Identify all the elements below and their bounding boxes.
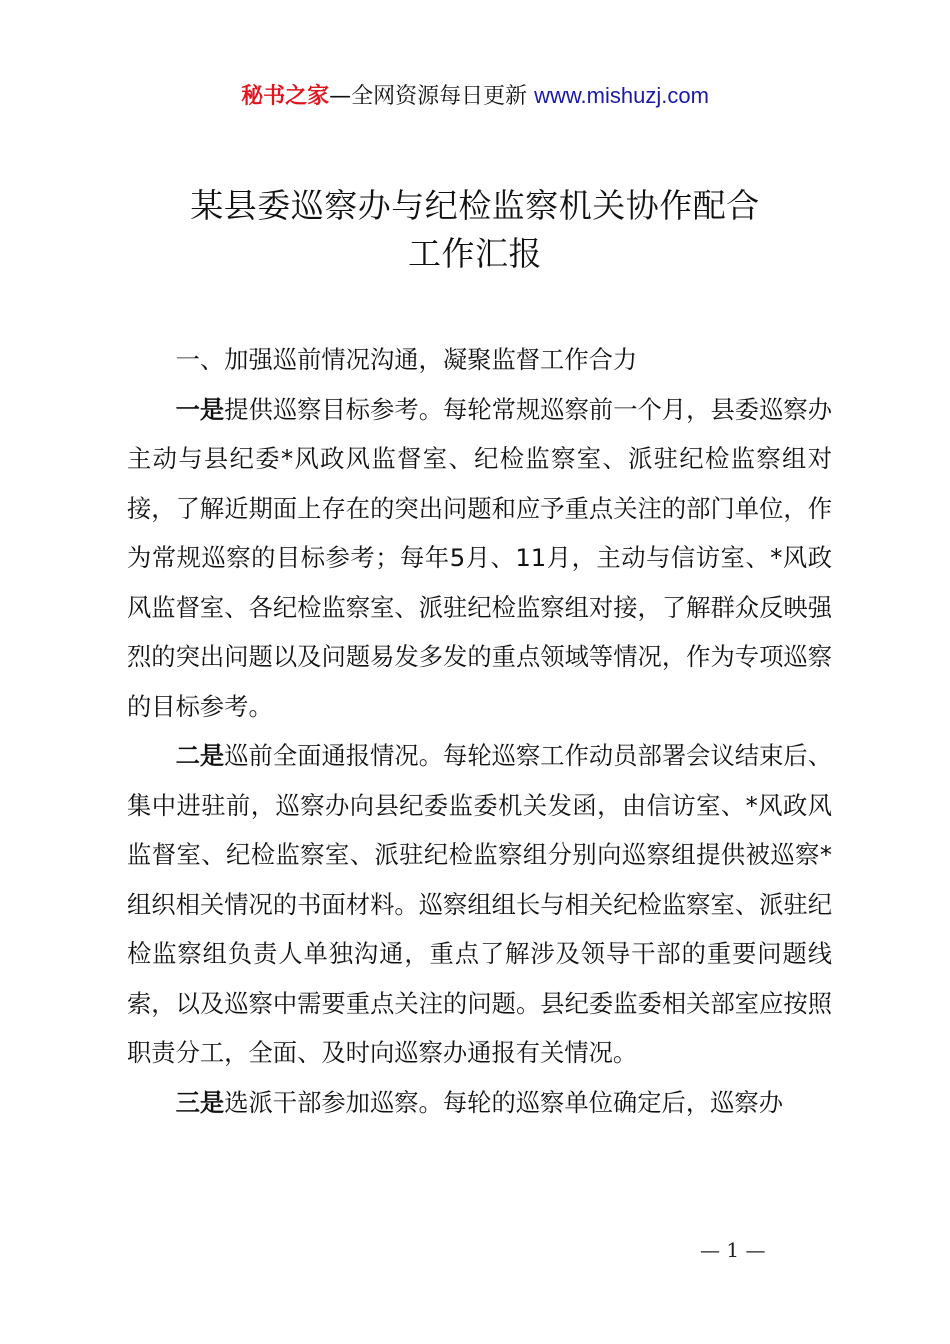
document-title <box>0 182 950 278</box>
paragraph-2-lead: 二是 <box>175 741 225 770</box>
title-line-1: 某县委巡察办与纪检监察机关协作配合 <box>190 186 760 225</box>
paragraph-2-text: 巡前全面通报情况。每轮巡察工作动员部署会议结束后、集中进驻前，巡察办向县纪委监委机关发函，由信访室、*风政风监督室、纪检监察室、派驻纪检监察组分别向巡察组提供被巡察*组织相关情况的书面材料。巡察组组长与相关纪检监察室、派驻纪检监察组负责人单独沟通，重点了解涉及领导干部的重要问题线索，以及巡察中需要重点关注的问题。县纪委监委相关部室应按照职责分工，全面、及时向巡察办通报有关情况。 <box>127 741 832 1067</box>
document-body <box>127 335 832 1127</box>
paragraph-1 <box>127 385 832 732</box>
site-brand: 秘书之家 <box>241 84 330 109</box>
paragraph-3-lead: 三是 <box>175 1087 225 1117</box>
section-heading: 一、加强巡前情况沟通，凝聚监督工作合力 <box>175 345 638 374</box>
site-tagline: —全网资源每日更新 <box>329 84 528 109</box>
paragraph-1-text: 提供巡察目标参考。每轮常规巡察前一个月，县委巡察办主动与县纪委*风政风监督室、纪检监察室、派驻纪检监察组对接，了解近期面上存在的突出问题和应予重点关注的部门单位，作为常规巡察的目标参考；每年5月、11月，主动与信访室、*风政风监督室、各纪检监察室、派驻纪检监察组对接，了解群众反映强烈的突出问题以及问题易发多发的重点领域等情况，作为专项巡察的目标参考。 <box>127 394 832 721</box>
page-number: — 1 — <box>700 1238 766 1262</box>
site-header <box>0 78 950 115</box>
paragraph-3-text: 选派干部参加巡察。每轮的巡察单位确定后，巡察办 <box>224 1087 784 1117</box>
paragraph-3 <box>127 1078 832 1128</box>
paragraph-2 <box>127 731 832 1078</box>
site-url[interactable]: www.mishuzj.com <box>534 83 709 108</box>
paragraph-1-lead: 一是 <box>175 394 225 424</box>
title-line-2: 工作汇报 <box>408 234 542 273</box>
